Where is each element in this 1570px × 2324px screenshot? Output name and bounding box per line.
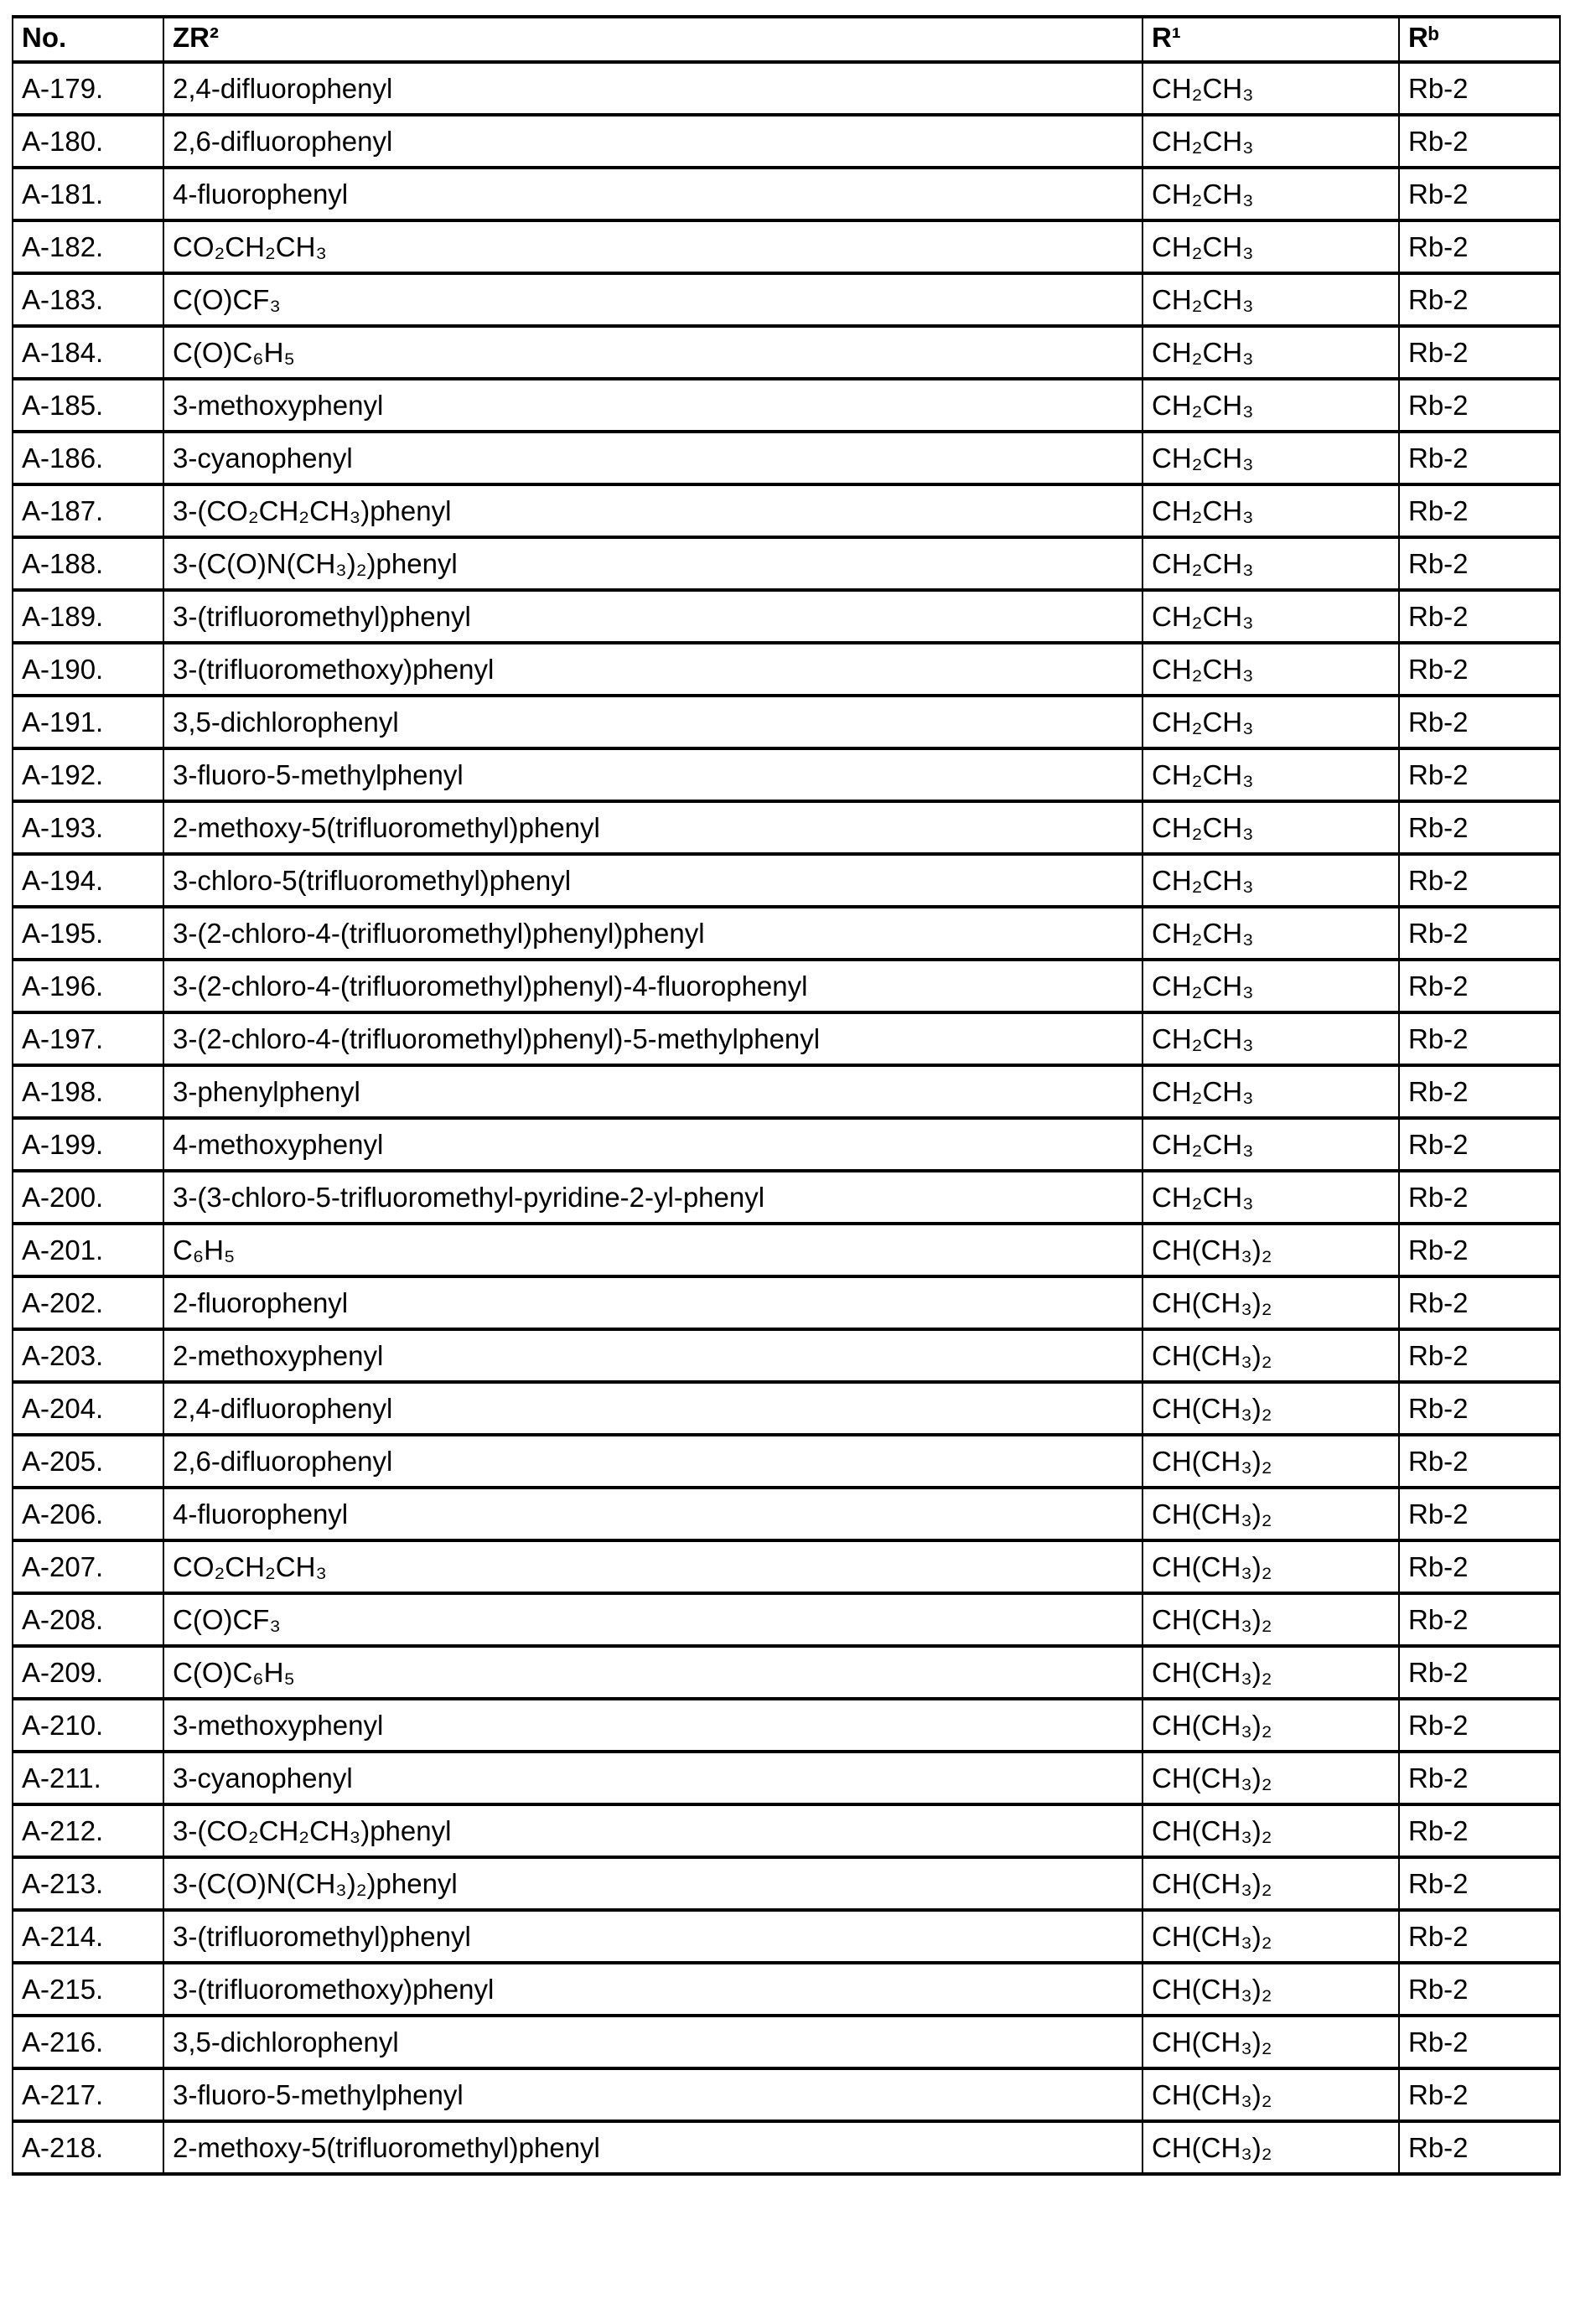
table-row xyxy=(13,1224,1560,1276)
cell-rb: Rb-2 xyxy=(1399,1118,1560,1171)
cell-rb: Rb-2 xyxy=(1399,1435,1560,1488)
table-row xyxy=(13,748,1560,801)
cell-rb: Rb-2 xyxy=(1399,854,1560,907)
cell-r1: CH(CH₃)₂ xyxy=(1143,1646,1399,1699)
cell-zr2: 3-fluoro-5-methylphenyl xyxy=(163,2068,1143,2121)
cell-zr2: 3-(CO₂CH₂CH₃)phenyl xyxy=(163,484,1143,537)
cell-rb: Rb-2 xyxy=(1399,1065,1560,1118)
table-row xyxy=(13,1910,1560,1963)
cell-rb: Rb-2 xyxy=(1399,1699,1560,1752)
table-row xyxy=(13,590,1560,643)
table-row xyxy=(13,696,1560,748)
cell-r1: CH₂CH₃ xyxy=(1143,273,1399,326)
cell-no: A-195. xyxy=(13,907,163,960)
cell-rb: Rb-2 xyxy=(1399,2016,1560,2068)
cell-zr2: C(O)CF₃ xyxy=(163,1593,1143,1646)
table-row xyxy=(13,854,1560,907)
compound-table xyxy=(12,15,1561,2176)
cell-r1: CH(CH₃)₂ xyxy=(1143,2068,1399,2121)
cell-rb: Rb-2 xyxy=(1399,748,1560,801)
cell-zr2: 3-fluoro-5-methylphenyl xyxy=(163,748,1143,801)
cell-r1: CH(CH₃)₂ xyxy=(1143,1276,1399,1329)
table-row xyxy=(13,643,1560,696)
cell-zr2: C(O)CF₃ xyxy=(163,273,1143,326)
cell-zr2: 3-(2-chloro-4-(trifluoromethyl)phenyl)phenyl xyxy=(163,907,1143,960)
cell-r1: CH₂CH₃ xyxy=(1143,432,1399,484)
cell-zr2: 3-(trifluoromethoxy)phenyl xyxy=(163,643,1143,696)
cell-zr2: C₆H₅ xyxy=(163,1224,1143,1276)
cell-no: A-203. xyxy=(13,1329,163,1382)
cell-r1: CH₂CH₃ xyxy=(1143,1065,1399,1118)
cell-zr2: 2-methoxyphenyl xyxy=(163,1329,1143,1382)
cell-rb: Rb-2 xyxy=(1399,220,1560,273)
cell-rb: Rb-2 xyxy=(1399,1804,1560,1857)
cell-zr2: CO₂CH₂CH₃ xyxy=(163,220,1143,273)
cell-no: A-218. xyxy=(13,2121,163,2174)
table-row xyxy=(13,1382,1560,1435)
cell-rb: Rb-2 xyxy=(1399,326,1560,379)
cell-rb: Rb-2 xyxy=(1399,62,1560,115)
cell-r1: CH(CH₃)₂ xyxy=(1143,2121,1399,2174)
table-row xyxy=(13,1329,1560,1382)
cell-zr2: 3-phenylphenyl xyxy=(163,1065,1143,1118)
cell-zr2: 3-(2-chloro-4-(trifluoromethyl)phenyl)-4-fluorophenyl xyxy=(163,960,1143,1012)
cell-zr2: 4-fluorophenyl xyxy=(163,168,1143,220)
cell-zr2: 3-(C(O)N(CH₃)₂)phenyl xyxy=(163,537,1143,590)
cell-r1: CH₂CH₃ xyxy=(1143,1171,1399,1224)
cell-zr2: C(O)C₆H₅ xyxy=(163,1646,1143,1699)
cell-no: A-214. xyxy=(13,1910,163,1963)
cell-no: A-189. xyxy=(13,590,163,643)
cell-no: A-193. xyxy=(13,801,163,854)
cell-no: A-201. xyxy=(13,1224,163,1276)
cell-r1: CH₂CH₃ xyxy=(1143,801,1399,854)
cell-rb: Rb-2 xyxy=(1399,696,1560,748)
cell-zr2: 4-fluorophenyl xyxy=(163,1488,1143,1540)
cell-no: A-202. xyxy=(13,1276,163,1329)
cell-zr2: 3-(trifluoromethoxy)phenyl xyxy=(163,1963,1143,2016)
table-row xyxy=(13,62,1560,115)
cell-rb: Rb-2 xyxy=(1399,115,1560,168)
cell-r1: CH₂CH₃ xyxy=(1143,960,1399,1012)
cell-zr2: 3-(trifluoromethyl)phenyl xyxy=(163,590,1143,643)
cell-rb: Rb-2 xyxy=(1399,1963,1560,2016)
table-row xyxy=(13,1752,1560,1804)
cell-no: A-212. xyxy=(13,1804,163,1857)
cell-r1: CH₂CH₃ xyxy=(1143,590,1399,643)
cell-no: A-215. xyxy=(13,1963,163,2016)
table-row xyxy=(13,1488,1560,1540)
cell-rb: Rb-2 xyxy=(1399,643,1560,696)
cell-no: A-197. xyxy=(13,1012,163,1065)
cell-r1: CH₂CH₃ xyxy=(1143,537,1399,590)
cell-zr2: 4-methoxyphenyl xyxy=(163,1118,1143,1171)
cell-r1: CH₂CH₃ xyxy=(1143,62,1399,115)
table-row xyxy=(13,326,1560,379)
cell-no: A-180. xyxy=(13,115,163,168)
cell-no: A-186. xyxy=(13,432,163,484)
cell-rb: Rb-2 xyxy=(1399,1646,1560,1699)
cell-rb: Rb-2 xyxy=(1399,1857,1560,1910)
table-row xyxy=(13,1646,1560,1699)
cell-rb: Rb-2 xyxy=(1399,168,1560,220)
cell-no: A-187. xyxy=(13,484,163,537)
cell-r1: CH(CH₃)₂ xyxy=(1143,1224,1399,1276)
cell-rb: Rb-2 xyxy=(1399,1171,1560,1224)
cell-zr2: 3-(3-chloro-5-trifluoromethyl-pyridine-2-yl-phenyl xyxy=(163,1171,1143,1224)
cell-r1: CH₂CH₃ xyxy=(1143,379,1399,432)
cell-rb: Rb-2 xyxy=(1399,1276,1560,1329)
header-row xyxy=(13,17,1560,62)
cell-zr2: 2-methoxy-5(trifluoromethyl)phenyl xyxy=(163,2121,1143,2174)
table-row xyxy=(13,1435,1560,1488)
header-r1: R¹ xyxy=(1143,17,1399,62)
cell-no: A-194. xyxy=(13,854,163,907)
table-row xyxy=(13,1804,1560,1857)
table-row xyxy=(13,1012,1560,1065)
cell-rb: Rb-2 xyxy=(1399,1012,1560,1065)
table-row xyxy=(13,484,1560,537)
table-row xyxy=(13,1963,1560,2016)
cell-r1: CH₂CH₃ xyxy=(1143,326,1399,379)
cell-zr2: 3-(2-chloro-4-(trifluoromethyl)phenyl)-5-methylphenyl xyxy=(163,1012,1143,1065)
cell-rb: Rb-2 xyxy=(1399,1540,1560,1593)
cell-r1: CH₂CH₃ xyxy=(1143,748,1399,801)
table-row xyxy=(13,1699,1560,1752)
cell-r1: CH(CH₃)₂ xyxy=(1143,1329,1399,1382)
cell-no: A-205. xyxy=(13,1435,163,1488)
cell-rb: Rb-2 xyxy=(1399,1910,1560,1963)
cell-zr2: 3,5-dichlorophenyl xyxy=(163,2016,1143,2068)
cell-rb: Rb-2 xyxy=(1399,2068,1560,2121)
cell-no: A-198. xyxy=(13,1065,163,1118)
cell-r1: CH₂CH₃ xyxy=(1143,220,1399,273)
cell-r1: CH₂CH₃ xyxy=(1143,696,1399,748)
cell-r1: CH₂CH₃ xyxy=(1143,168,1399,220)
cell-no: A-200. xyxy=(13,1171,163,1224)
cell-no: A-191. xyxy=(13,696,163,748)
cell-zr2: 3-(trifluoromethyl)phenyl xyxy=(163,1910,1143,1963)
cell-no: A-179. xyxy=(13,62,163,115)
cell-zr2: 2,4-difluorophenyl xyxy=(163,62,1143,115)
cell-rb: Rb-2 xyxy=(1399,1382,1560,1435)
cell-zr2: 3,5-dichlorophenyl xyxy=(163,696,1143,748)
table-row xyxy=(13,537,1560,590)
cell-r1: CH₂CH₃ xyxy=(1143,907,1399,960)
cell-r1: CH(CH₃)₂ xyxy=(1143,1804,1399,1857)
cell-rb: Rb-2 xyxy=(1399,273,1560,326)
cell-zr2: 2,6-difluorophenyl xyxy=(163,115,1143,168)
cell-rb: Rb-2 xyxy=(1399,484,1560,537)
cell-no: A-183. xyxy=(13,273,163,326)
cell-no: A-211. xyxy=(13,1752,163,1804)
cell-no: A-199. xyxy=(13,1118,163,1171)
cell-no: A-196. xyxy=(13,960,163,1012)
cell-zr2: 2-fluorophenyl xyxy=(163,1276,1143,1329)
table-row xyxy=(13,1065,1560,1118)
cell-rb: Rb-2 xyxy=(1399,379,1560,432)
table-row xyxy=(13,220,1560,273)
cell-rb: Rb-2 xyxy=(1399,1752,1560,1804)
table-row xyxy=(13,115,1560,168)
cell-r1: CH(CH₃)₂ xyxy=(1143,1963,1399,2016)
cell-zr2: 3-methoxyphenyl xyxy=(163,379,1143,432)
cell-r1: CH₂CH₃ xyxy=(1143,1118,1399,1171)
cell-r1: CH(CH₃)₂ xyxy=(1143,1382,1399,1435)
cell-r1: CH₂CH₃ xyxy=(1143,643,1399,696)
cell-zr2: 3-cyanophenyl xyxy=(163,1752,1143,1804)
cell-no: A-184. xyxy=(13,326,163,379)
cell-rb: Rb-2 xyxy=(1399,537,1560,590)
cell-no: A-204. xyxy=(13,1382,163,1435)
cell-zr2: 3-(CO₂CH₂CH₃)phenyl xyxy=(163,1804,1143,1857)
table-row xyxy=(13,432,1560,484)
cell-zr2: 2-methoxy-5(trifluoromethyl)phenyl xyxy=(163,801,1143,854)
header-rb: Rᵇ xyxy=(1399,17,1560,62)
cell-no: A-213. xyxy=(13,1857,163,1910)
cell-r1: CH(CH₃)₂ xyxy=(1143,2016,1399,2068)
cell-rb: Rb-2 xyxy=(1399,1224,1560,1276)
cell-rb: Rb-2 xyxy=(1399,590,1560,643)
cell-zr2: C(O)C₆H₅ xyxy=(163,326,1143,379)
cell-r1: CH₂CH₃ xyxy=(1143,115,1399,168)
cell-no: A-217. xyxy=(13,2068,163,2121)
header-zr2: ZR² xyxy=(163,17,1143,62)
cell-zr2: 3-chloro-5(trifluoromethyl)phenyl xyxy=(163,854,1143,907)
cell-no: A-216. xyxy=(13,2016,163,2068)
cell-no: A-209. xyxy=(13,1646,163,1699)
cell-rb: Rb-2 xyxy=(1399,1488,1560,1540)
cell-r1: CH₂CH₃ xyxy=(1143,1012,1399,1065)
header-no: No. xyxy=(13,17,163,62)
cell-no: A-210. xyxy=(13,1699,163,1752)
table-row xyxy=(13,1540,1560,1593)
cell-rb: Rb-2 xyxy=(1399,960,1560,1012)
cell-r1: CH(CH₃)₂ xyxy=(1143,1488,1399,1540)
cell-no: A-185. xyxy=(13,379,163,432)
cell-zr2: 3-(C(O)N(CH₃)₂)phenyl xyxy=(163,1857,1143,1910)
cell-rb: Rb-2 xyxy=(1399,907,1560,960)
cell-no: A-182. xyxy=(13,220,163,273)
cell-r1: CH(CH₃)₂ xyxy=(1143,1593,1399,1646)
cell-r1: CH₂CH₃ xyxy=(1143,484,1399,537)
cell-zr2: 3-methoxyphenyl xyxy=(163,1699,1143,1752)
cell-r1: CH₂CH₃ xyxy=(1143,854,1399,907)
table-row xyxy=(13,168,1560,220)
cell-r1: CH(CH₃)₂ xyxy=(1143,1699,1399,1752)
cell-no: A-190. xyxy=(13,643,163,696)
cell-rb: Rb-2 xyxy=(1399,801,1560,854)
table-row xyxy=(13,801,1560,854)
table-row xyxy=(13,273,1560,326)
table-row xyxy=(13,960,1560,1012)
table-row xyxy=(13,2068,1560,2121)
cell-r1: CH(CH₃)₂ xyxy=(1143,1435,1399,1488)
cell-rb: Rb-2 xyxy=(1399,1593,1560,1646)
cell-no: A-207. xyxy=(13,1540,163,1593)
cell-r1: CH(CH₃)₂ xyxy=(1143,1752,1399,1804)
cell-no: A-206. xyxy=(13,1488,163,1540)
table-row xyxy=(13,2016,1560,2068)
cell-no: A-188. xyxy=(13,537,163,590)
cell-r1: CH(CH₃)₂ xyxy=(1143,1910,1399,1963)
cell-rb: Rb-2 xyxy=(1399,432,1560,484)
table-row xyxy=(13,2121,1560,2174)
cell-rb: Rb-2 xyxy=(1399,1329,1560,1382)
cell-r1: CH(CH₃)₂ xyxy=(1143,1540,1399,1593)
cell-zr2: 2,4-difluorophenyl xyxy=(163,1382,1143,1435)
cell-no: A-192. xyxy=(13,748,163,801)
table-row xyxy=(13,1171,1560,1224)
table-row xyxy=(13,1857,1560,1910)
cell-zr2: 2,6-difluorophenyl xyxy=(163,1435,1143,1488)
table-row xyxy=(13,1118,1560,1171)
table-row xyxy=(13,1593,1560,1646)
table-row xyxy=(13,379,1560,432)
cell-zr2: CO₂CH₂CH₃ xyxy=(163,1540,1143,1593)
table-row xyxy=(13,907,1560,960)
cell-no: A-208. xyxy=(13,1593,163,1646)
cell-no: A-181. xyxy=(13,168,163,220)
cell-zr2: 3-cyanophenyl xyxy=(163,432,1143,484)
table-row xyxy=(13,1276,1560,1329)
cell-rb: Rb-2 xyxy=(1399,2121,1560,2174)
cell-r1: CH(CH₃)₂ xyxy=(1143,1857,1399,1910)
